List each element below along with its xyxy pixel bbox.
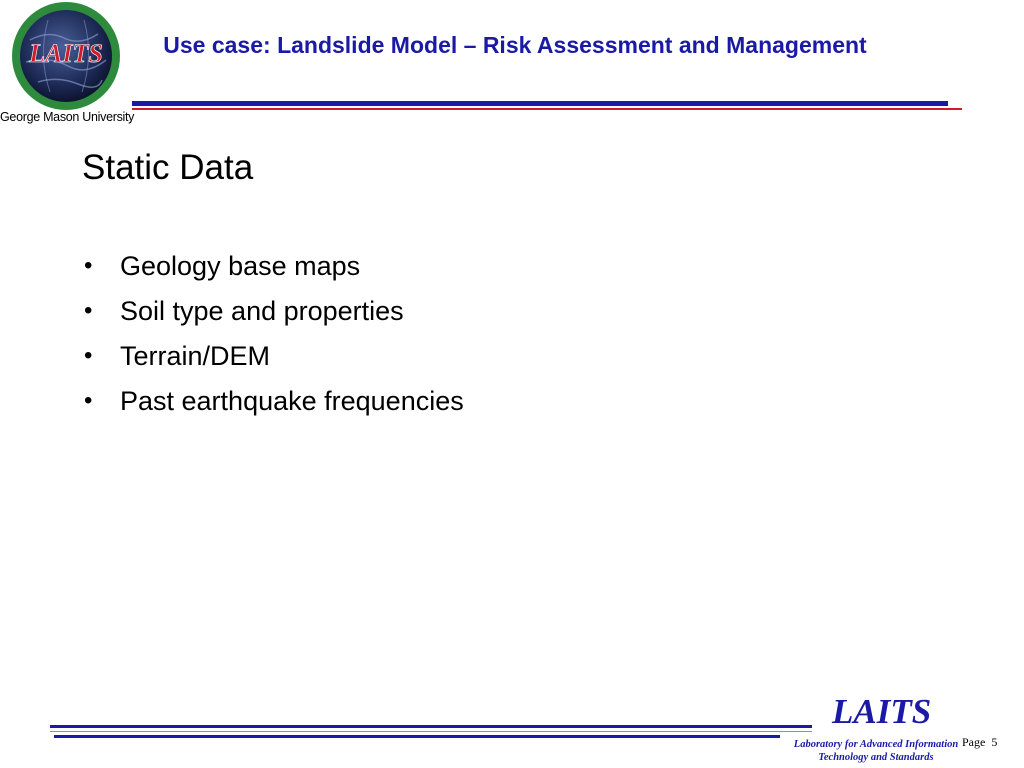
footer-subtitle-line2: Technology and Standards	[818, 752, 934, 763]
footer-divider-bottom	[54, 735, 780, 738]
list-item	[82, 248, 464, 293]
slide-title: Use case: Landslide Model – Risk Assessment and Management	[163, 32, 867, 58]
page-number	[962, 735, 997, 750]
footer-brand: LAITS	[832, 692, 932, 731]
header-divider-red	[132, 108, 962, 110]
globe-icon	[8, 0, 128, 112]
laits-gmu-logo	[0, 0, 136, 130]
page-label: Page	[962, 735, 986, 749]
bullet-icon: •	[84, 297, 93, 324]
page-number-value: 5	[991, 735, 998, 749]
logo-wordmark: LAITS	[29, 39, 103, 68]
bullet-text: Geology base maps	[120, 251, 361, 281]
bullet-icon: •	[84, 342, 93, 369]
university-name: George Mason University	[0, 110, 135, 124]
bullet-list	[82, 248, 464, 428]
footer-brand-subtitle	[786, 738, 966, 764]
list-item	[82, 338, 464, 383]
list-item	[82, 293, 464, 338]
footer-subtitle-line1: Laboratory for Advanced Information	[793, 739, 959, 750]
footer-divider-top	[50, 725, 812, 728]
header-divider-blue	[132, 101, 948, 106]
bullet-text: Soil type and properties	[120, 296, 404, 326]
footer-divider-middle	[50, 731, 812, 732]
bullet-text: Past earthquake frequencies	[120, 386, 464, 416]
bullet-text: Terrain/DEM	[120, 341, 271, 371]
bullet-icon: •	[84, 252, 93, 279]
list-item	[82, 383, 464, 428]
section-heading: Static Data	[82, 148, 254, 187]
bullet-icon: •	[84, 387, 93, 414]
